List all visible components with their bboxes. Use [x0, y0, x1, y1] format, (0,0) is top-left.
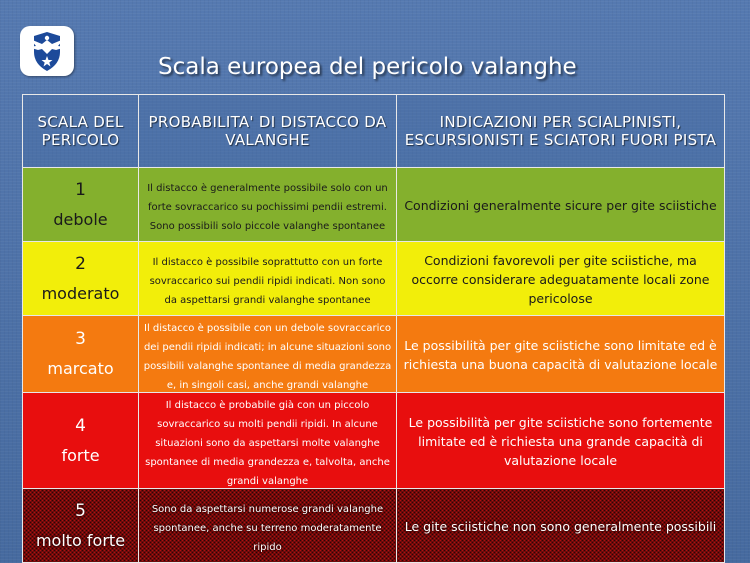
level-number: 4 [75, 415, 86, 436]
table-row [23, 168, 725, 242]
probability-text: Il distacco è generalmente possibile solo con un forte sovraccarico su pochissimi pendii estremi. Sono possibili solo piccole valanghe spontanee [147, 183, 388, 232]
level-cell [23, 168, 139, 242]
header-probability: PROBABILITA' DI DISTACCO DA VALANGHE [139, 95, 397, 168]
page-title: Scala europea del pericolo valanghe [158, 54, 577, 80]
indication-text: Le gite sciistiche non sono generalmente possibili [404, 519, 717, 534]
probability-text: Il distacco è possibile soprattutto con un forte sovraccarico sui pendii ripidi indicati. Non sono da aspettarsi grandi valanghe spontanee [149, 257, 386, 306]
indication-cell [397, 242, 725, 316]
level-name: forte [61, 445, 100, 465]
level-number: 3 [75, 329, 86, 349]
level-number: 2 [75, 253, 86, 274]
table-row [23, 489, 725, 563]
table-header-row [23, 95, 725, 168]
level-number: 5 [75, 500, 86, 521]
table-row [23, 393, 725, 489]
level-name: marcato [47, 359, 114, 378]
level-cell [23, 242, 139, 316]
probability-cell [139, 242, 397, 316]
logo [20, 26, 74, 76]
indication-text: Condizioni favorevoli per gite sciistiche, ma occorre considerare adeguatamente locali zone pericolose [411, 253, 710, 306]
indication-text: Condizioni generalmente sicure per gite sciistiche [404, 198, 717, 213]
table-row [23, 242, 725, 316]
indication-cell [397, 489, 725, 563]
eagle-emblem-icon [20, 26, 74, 76]
header-indications: INDICAZIONI PER SCIALPINISTI, ESCURSIONISTI E SCIATORI FUORI PISTA [397, 95, 725, 168]
header-scale: SCALA DEL PERICOLO [23, 95, 139, 168]
indication-cell [397, 316, 725, 393]
indication-text: Le possibilità per gite sciistiche sono limitate ed è richiesta una buona capacità di valutazione locale [403, 338, 718, 372]
level-name: molto forte [35, 530, 126, 550]
probability-cell [139, 168, 397, 242]
probability-cell [139, 393, 397, 489]
level-cell [23, 393, 139, 489]
avalanche-danger-table [22, 94, 725, 563]
level-cell [23, 489, 139, 563]
probability-text: Sono da aspettarsi numerose grandi valanghe spontanee, anche su terreno moderatamente ripido [151, 504, 384, 553]
level-number: 1 [75, 179, 86, 200]
indication-text: Le possibilità per gite sciistiche sono fortemente limitate ed è richiesta una grande capacità di valutazione locale [408, 415, 713, 468]
level-name: debole [53, 209, 108, 229]
level-cell [23, 316, 139, 393]
table-row [23, 316, 725, 393]
probability-cell [139, 489, 397, 563]
probability-text: Il distacco è possibile con un debole sovraccarico dei pendii ripidi indicati; in alcune situazioni sono possibili valanghe spontanee di media grandezza e, in singoli casi, anche grandi valanghe [143, 323, 392, 391]
indication-cell [397, 393, 725, 489]
probability-text: Il distacco è probabile già con un piccolo sovraccarico su molti pendii ripidi. In alcune situazioni sono da aspettarsi molte valanghe spontanee di media grandezza e, talvolta, anche grandi valanghe [145, 400, 390, 487]
probability-cell [139, 316, 397, 393]
level-name: moderato [41, 283, 120, 303]
indication-cell [397, 168, 725, 242]
